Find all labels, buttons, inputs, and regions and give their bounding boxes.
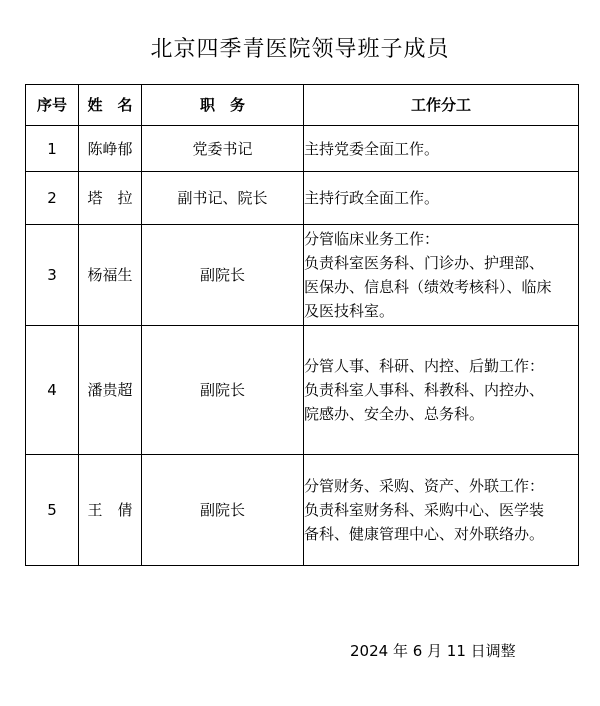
duty-line: 分管人事、科研、内控、后勤工作： — [304, 357, 545, 375]
member-name: 塔 拉 — [79, 172, 142, 225]
duty-line: 备科、健康管理中心、对外联络办。 — [304, 525, 545, 543]
member-duties — [304, 225, 579, 326]
member-position: 副院长 — [142, 326, 304, 455]
member-name: 陈峥郁 — [79, 126, 142, 172]
member-position: 副院长 — [142, 455, 304, 566]
duty-line: 医保办、信息科（绩效考核科）、临床 — [304, 278, 552, 296]
leadership-table — [25, 84, 579, 566]
member-position: 副院长 — [142, 225, 304, 326]
page-title: 北京四季青医院领导班子成员 — [150, 37, 450, 62]
table-row — [26, 126, 579, 172]
member-name: 王 倩 — [79, 455, 142, 566]
duty-line: 负责科室人事科、科教科、内控办、 — [304, 381, 545, 399]
row-number: 3 — [26, 225, 79, 326]
duty-line: 主持党委全面工作。 — [304, 139, 440, 158]
row-number: 1 — [26, 126, 79, 172]
header-duties: 工作分工 — [304, 85, 579, 126]
table-header-row — [26, 85, 579, 126]
member-duties — [304, 126, 579, 172]
member-position: 党委书记 — [142, 126, 304, 172]
header-number: 序号 — [26, 85, 79, 126]
member-name: 潘贵超 — [79, 326, 142, 455]
member-position: 副书记、院长 — [142, 172, 304, 225]
member-duties — [304, 326, 579, 455]
table-row — [26, 455, 579, 566]
duty-line: 负责科室财务科、采购中心、医学装 — [304, 501, 545, 519]
row-number: 4 — [26, 326, 79, 455]
member-duties — [304, 455, 579, 566]
duty-line: 院感办、安全办、总务科。 — [304, 405, 485, 423]
duty-line: 主持行政全面工作。 — [304, 189, 440, 207]
member-duties — [304, 172, 579, 225]
header-name: 姓 名 — [79, 85, 142, 126]
header-position: 职 务 — [142, 85, 304, 126]
duty-line: 分管财务、采购、资产、外联工作： — [304, 477, 545, 495]
row-number: 5 — [26, 455, 79, 566]
duty-line: 分管临床业务工作： — [304, 230, 440, 248]
table-row — [26, 172, 579, 225]
duty-line: 负责科室医务科、门诊办、护理部、 — [304, 254, 545, 272]
row-number: 2 — [26, 172, 79, 225]
table-row — [26, 225, 579, 326]
table-row — [26, 326, 579, 455]
duty-line: 及医技科室。 — [304, 302, 395, 320]
adjustment-date: 2024 年 6 月 11 日调整 — [350, 642, 516, 660]
member-name: 杨福生 — [79, 225, 142, 326]
